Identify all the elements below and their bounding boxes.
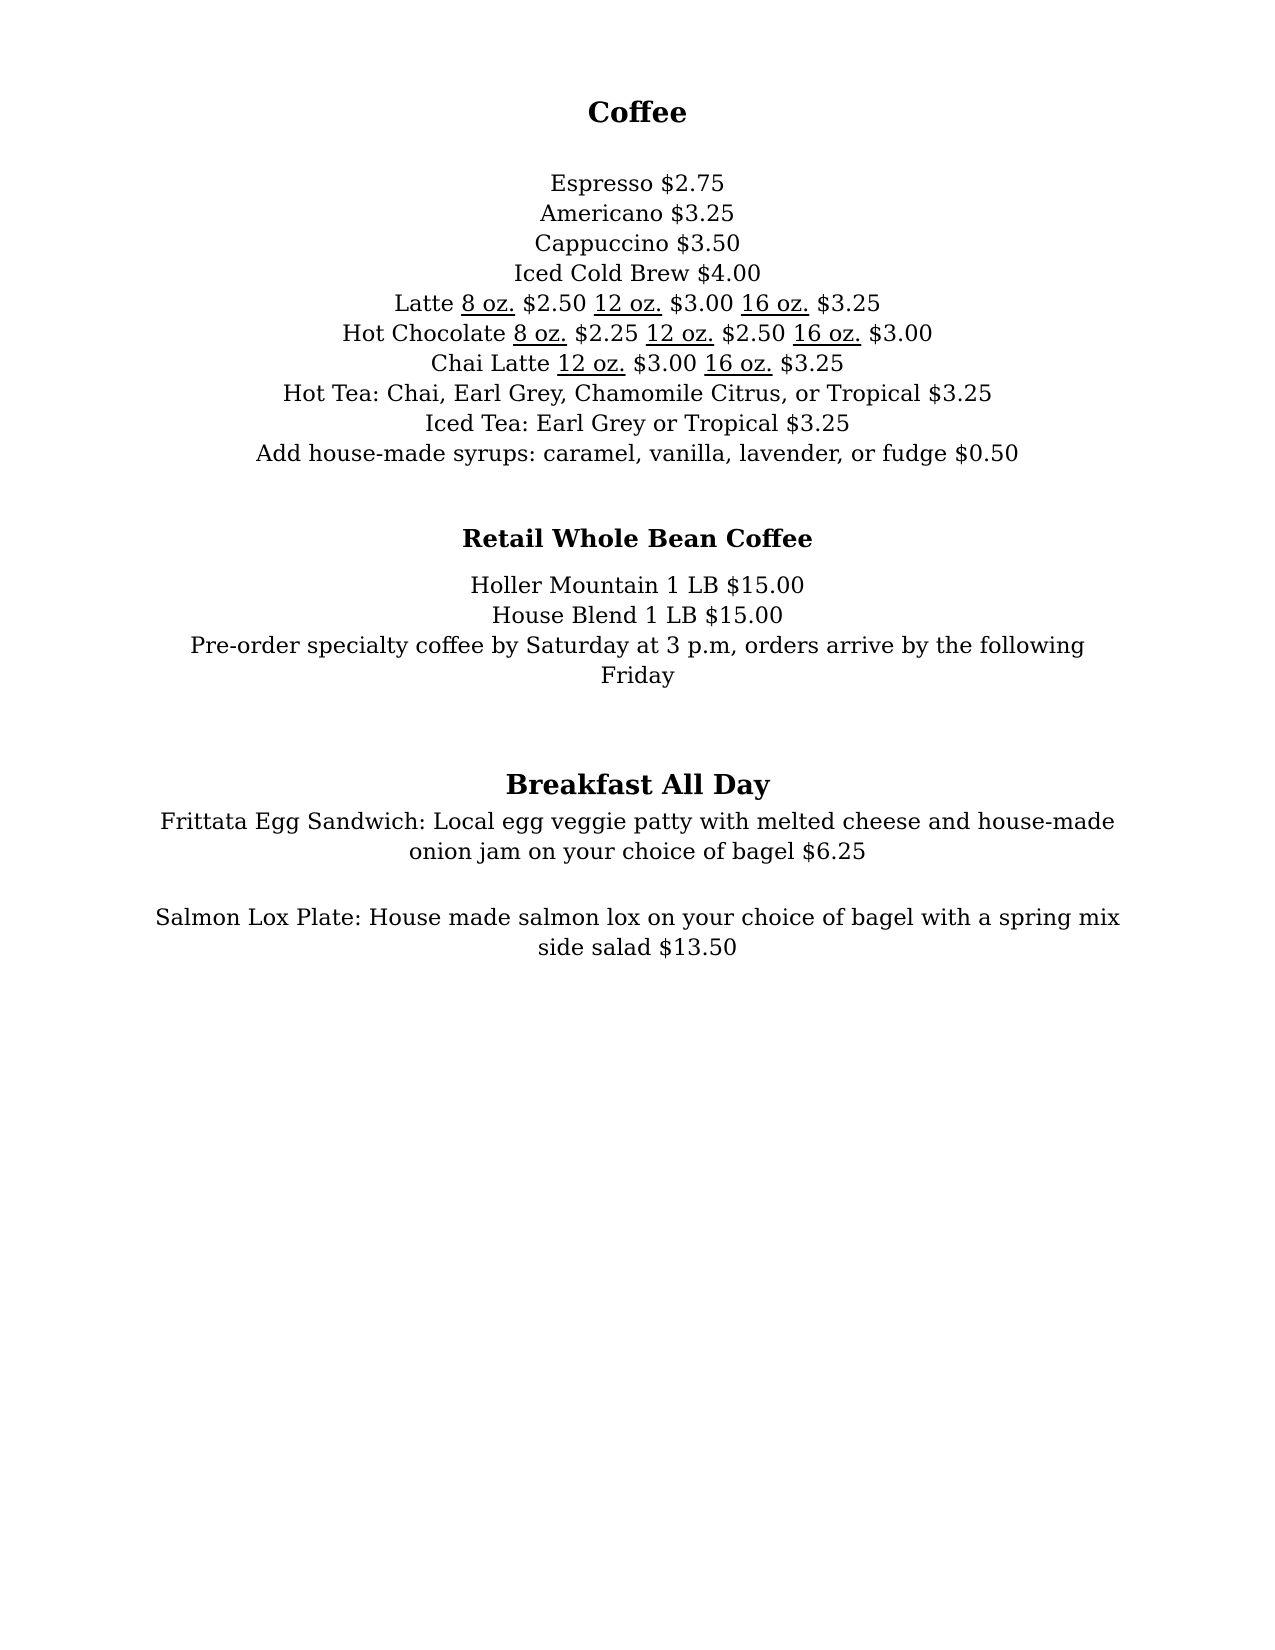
price: $3.00 xyxy=(669,291,734,317)
menu-item-iced-cold-brew: Iced Cold Brew $4.00 xyxy=(513,261,762,287)
retail-list xyxy=(0,571,1275,691)
price: $2.25 xyxy=(574,321,639,347)
size-label: 12 oz. xyxy=(593,291,663,317)
menu-item-salmon-lox-plate: Salmon Lox Plate: House made salmon lox on your choice of bagel with a spring mix side salad $13.50 xyxy=(155,905,1120,961)
price: $3.00 xyxy=(632,351,698,377)
menu-item-syrups: Add house-made syrups: caramel, vanilla, lavender, or fudge $0.50 xyxy=(256,441,1019,467)
item-name: Chai Latte xyxy=(430,351,551,377)
menu-item-americano: Americano $3.25 xyxy=(540,201,735,227)
size-label: 16 oz. xyxy=(792,321,862,347)
item-name: Hot Chocolate xyxy=(342,321,506,347)
coffee-list xyxy=(0,169,1275,469)
price: $3.25 xyxy=(816,291,881,317)
price: $2.50 xyxy=(721,321,786,347)
breakfast-heading: Breakfast All Day xyxy=(505,770,770,801)
size-label: 12 oz. xyxy=(557,351,626,377)
menu-item-frittata-sandwich: Frittata Egg Sandwich: Local egg veggie patty with melted cheese and house-made onion jam on your choice of bagel $6.25 xyxy=(160,809,1115,865)
price: $2.50 xyxy=(522,291,587,317)
preorder-note: Pre-order specialty coffee by Saturday at 3 p.m, orders arrive by the following Friday xyxy=(190,633,1085,689)
size-label: 16 oz. xyxy=(704,351,773,377)
item-name: Latte xyxy=(394,291,454,317)
size-label: 8 oz. xyxy=(461,291,516,317)
price: $3.00 xyxy=(868,321,933,347)
size-label: 12 oz. xyxy=(645,321,715,347)
menu-item-hot-chocolate xyxy=(0,319,1275,349)
menu-item-iced-tea: Iced Tea: Earl Grey or Tropical $3.25 xyxy=(424,411,851,437)
menu-item-chai-latte xyxy=(0,349,1275,379)
retail-heading: Retail Whole Bean Coffee xyxy=(461,524,813,553)
coffee-heading: Coffee xyxy=(587,96,688,129)
menu-item-cappuccino: Cappuccino $3.50 xyxy=(534,231,741,257)
size-label: 8 oz. xyxy=(513,321,568,347)
menu-item-house-blend: House Blend 1 LB $15.00 xyxy=(491,603,784,629)
price: $3.25 xyxy=(779,351,845,377)
breakfast-list xyxy=(0,807,1275,963)
menu-item-holler-mountain: Holler Mountain 1 LB $15.00 xyxy=(470,573,805,599)
menu-item-espresso: Espresso $2.75 xyxy=(550,171,725,197)
menu-item-latte xyxy=(0,289,1275,319)
menu-item-hot-tea: Hot Tea: Chai, Earl Grey, Chamomile Citrus, or Tropical $3.25 xyxy=(282,381,993,407)
size-label: 16 oz. xyxy=(740,291,810,317)
